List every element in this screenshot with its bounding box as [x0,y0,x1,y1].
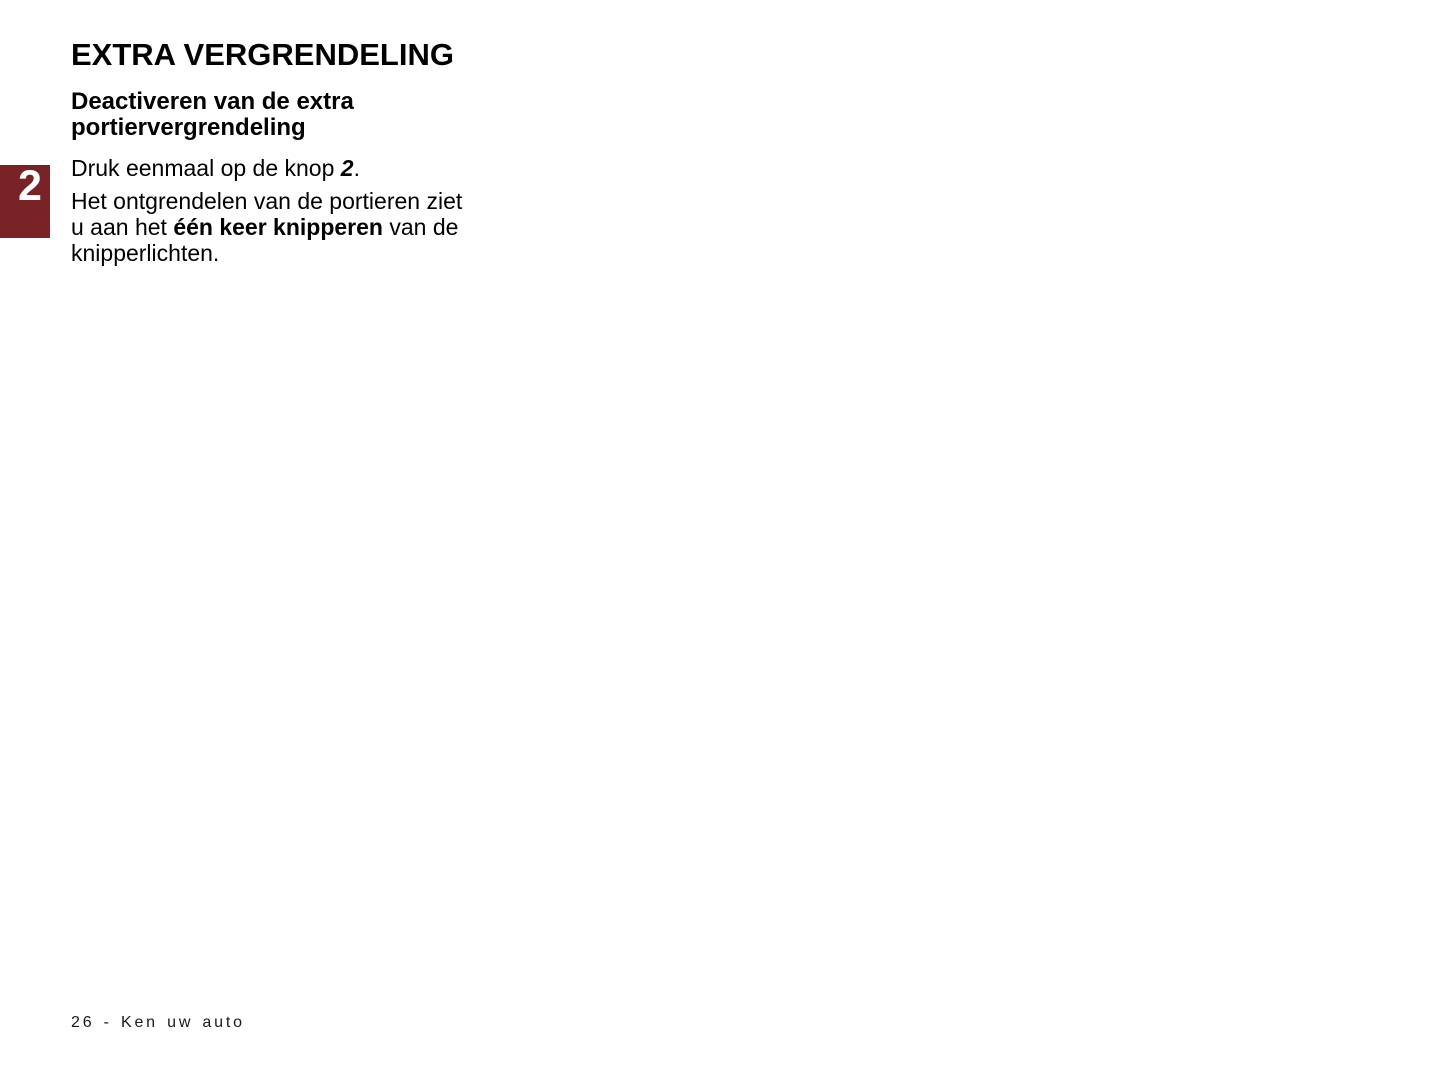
description-text-emphasis: één keer knipperen [173,214,383,240]
instruction-text-end: . [353,155,360,181]
page-footer: 26 - Ken uw auto [71,1014,245,1031]
button-reference: 2 [340,155,354,181]
description-paragraph [71,188,471,266]
description-text: Het ontgrendelen van de portieren ziet u aan het [71,188,463,240]
page-content [71,38,471,266]
section-heading: Deactiveren van de extra portiervergrendeling [71,88,354,141]
chapter-number: 2 [18,162,42,210]
page-title: EXTRA VERGRENDELING [71,37,454,72]
description-text-end: van de knipperlichten. [71,214,459,266]
chapter-tab [0,162,50,238]
instruction-paragraph [71,155,471,181]
instruction-text: Druk eenmaal op de knop [71,155,341,181]
